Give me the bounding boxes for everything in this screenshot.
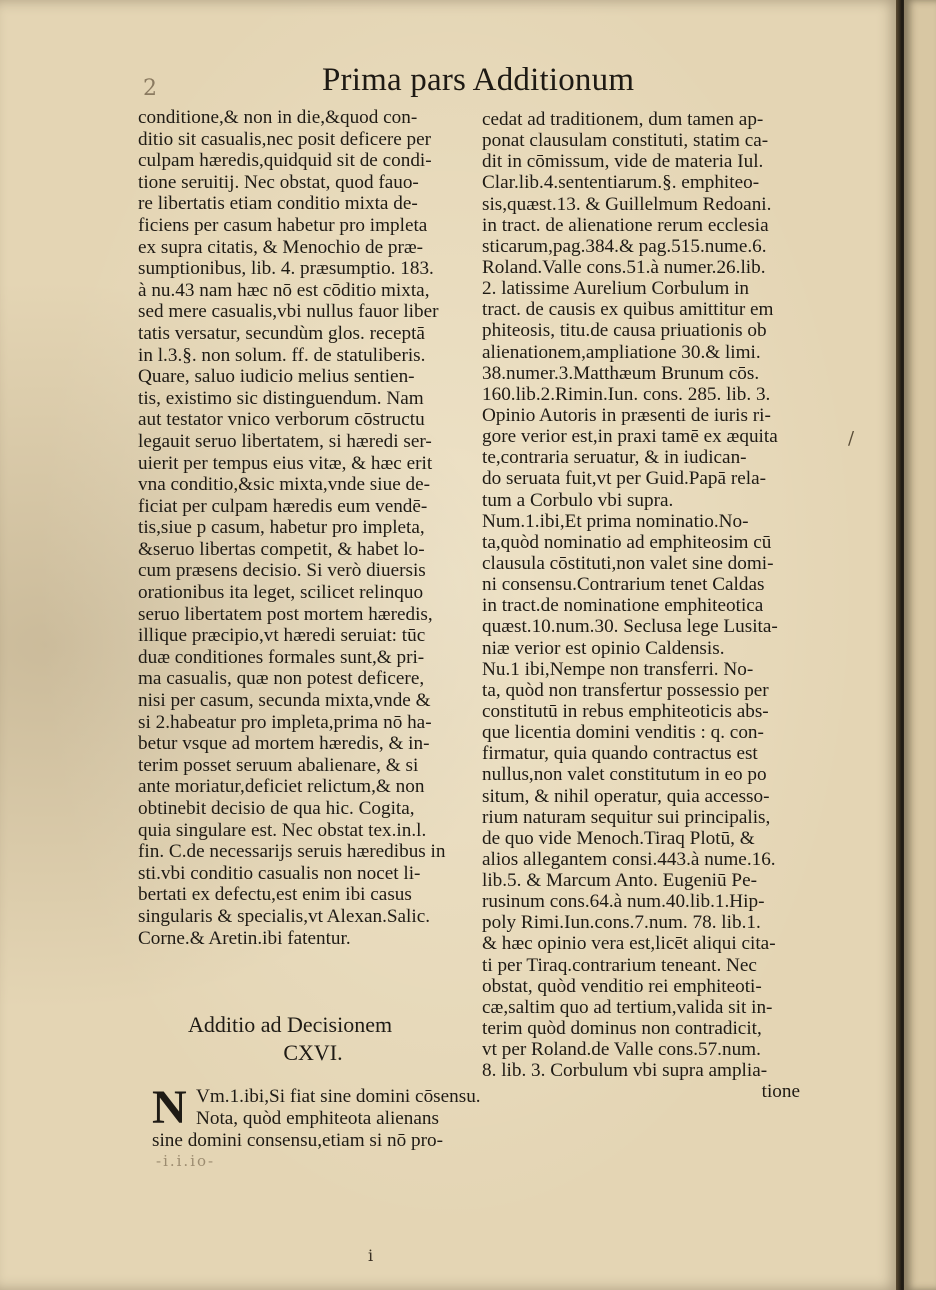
text-line: 38.numer.3.Matthæum Brunum cōs. (482, 362, 760, 384)
heading-line-1: Additio ad Decisionem (188, 1012, 393, 1037)
text-line: sis,quæst.13. & Guillelmum Redoani. (482, 193, 772, 215)
page-number-mark: 2 (143, 76, 157, 101)
text-line: tis,siue p casum, habetur pro impleta, (138, 517, 425, 539)
text-line: aut testator vnico verborum cōstructu (138, 409, 425, 431)
text-line: singularis & specialis,vt Alexan.Salic. (138, 905, 431, 927)
text-line: Clar.lib.4.sententiarum.§. emphiteo- (482, 172, 760, 194)
text-line: ficiens per casum habetur pro impleta (138, 214, 428, 236)
text-line: bertati ex defectu,est enim ibi casus (138, 884, 412, 906)
text-line: 8. lib. 3. Corbulum vbi supra amplia- (482, 1060, 768, 1082)
text-line: clausula cōstituti,non valet sine domi- (482, 552, 774, 574)
text-line: nisi per casum, secunda mixta,vnde & (138, 690, 431, 712)
text-line: betur vsque ad mortem hæredis, & in- (138, 733, 430, 755)
text-line: nullus,non valet constitutum in eo po (482, 764, 767, 786)
text-line: in l.3.§. non solum. ff. de statuliberis. (138, 344, 426, 366)
text-line: 160.lib.2.Rimin.Iun. cons. 285. lib. 3. (482, 383, 771, 405)
text-line: firmatur, quia quando contractus est (482, 743, 758, 765)
text-line: ti per Tiraq.contrarium teneant. Nec (482, 954, 757, 976)
text-line: ficiat per culpam hæredis eum vendē- (138, 495, 428, 517)
text-line: tract. de causis ex quibus amittitur em (482, 299, 774, 321)
text-line: quæst.10.num.30. Seclusa lege Lusita- (482, 616, 778, 638)
text-line: situm, & nihil operatur, quia accesso- (482, 785, 770, 807)
right-column (482, 109, 800, 1103)
text-line: sticarum,pag.384.& pag.515.nume.6. (482, 235, 767, 257)
text-line: te,contraria seruatur, & in iudican- (482, 447, 747, 469)
text-line: obstat, quòd venditio rei emphiteoti- (482, 975, 762, 997)
text-line: orationibus ita leget, scilicet relinquo (138, 582, 424, 604)
text-line: terim posset seruum abalienare, & si (138, 754, 419, 776)
text-line: Quare, saluo iudicio melius sentien- (138, 366, 415, 388)
text-line: sed mere casualis,vbi nullus fauor liber (138, 301, 439, 323)
text-line: ni consensu.Contrarium tenet Caldas (482, 574, 765, 596)
text-line: Num.1.ibi,Et prima nominatio.No- (482, 510, 749, 532)
text-line: phiteosis, titu.de causa priuationis ob (482, 320, 767, 342)
text-line: cæ,saltim quo ad tertium,valida sit in- (482, 996, 773, 1018)
heading-line-2: CXVI. (283, 1040, 343, 1065)
text-line: terim quòd dominus non contradicit, (482, 1018, 762, 1040)
text-line: alienationem,ampliatione 30.& limi. (482, 341, 761, 363)
text-line: vna conditio,&sic mixta,vnde siue de- (138, 474, 431, 496)
text-line: tione seruitij. Nec obstat, quod fauo- (138, 171, 419, 193)
text-line: uierit per tempus eius vitæ, & hæc erit (138, 452, 433, 474)
text-line: ponat clausulam constituti, statim ca- (482, 130, 769, 152)
text-line: vt per Roland.de Valle cons.57.num. (482, 1039, 761, 1061)
left-column (138, 107, 468, 949)
text-line: à nu.43 nam hæc nō est cōditio mixta, (138, 279, 430, 301)
text-line: ex supra citatis, & Menochio de præ- (138, 236, 424, 258)
text-line: constitutū in rebus emphiteoticis abs- (482, 700, 769, 722)
drop-cap: N (152, 1081, 187, 1134)
text-line: in tract.de nominatione emphiteotica (482, 595, 764, 617)
bleed-through-text: -i.i.io- (156, 1152, 216, 1170)
text-line: dit in cōmissum, vide de materia Iul. (482, 151, 764, 173)
text-line: Nu.1 ibi,Nempe non transferri. No- (482, 658, 754, 680)
section-heading (188, 1011, 428, 1067)
text-line: sumptionibus, lib. 4. præsumptio. 183. (138, 258, 434, 280)
text-line: si 2.habeatur pro impleta,prima nō ha- (138, 711, 432, 733)
text-line: quia singulare est. Nec obstat tex.in.l. (138, 819, 427, 841)
text-line: &seruo libertas competit, & habet lo- (138, 538, 425, 560)
text-line: illique præcipio,vt hæredi seruiat: tūc (138, 625, 426, 647)
text-line: sti.vbi conditio casualis non nocet li- (138, 862, 421, 884)
text-line: lib.5. & Marcum Anto. Eugeniū Pe- (482, 870, 757, 892)
text-line: Corne.& Aretin.ibi fatentur. (138, 927, 351, 949)
text-line: re libertatis etiam conditio mixta de- (138, 193, 418, 215)
text-line: do seruata fuit,vt per Guid.Papā rela- (482, 468, 766, 490)
text-line: ta, quòd non transfertur possessio per (482, 679, 769, 701)
text-line: Nota, quòd emphiteota alienans (196, 1108, 439, 1129)
text-line: tis, existimo sic distinguendum. Nam (138, 387, 424, 409)
text-line: Opinio Autoris in præsenti de iuris ri- (482, 404, 771, 426)
text-line: ma casualis, quæ non potest deficere, (138, 668, 425, 690)
margin-mark: / (848, 428, 855, 449)
foot-mark: i (368, 1246, 374, 1265)
text-line: sine domini consensu,etiam si nō pro- (152, 1130, 443, 1151)
text-line: 2. latissime Aurelium Corbulum in (482, 278, 750, 300)
text-line: poly Rimi.Iun.cons.7.num. 78. lib.1. (482, 912, 761, 934)
text-line: & hæc opinio vera est,licēt aliqui cita- (482, 933, 776, 955)
text-line: culpam hæredis,quidquid sit de condi- (138, 150, 432, 172)
text-line: tum a Corbulo vbi supra. (482, 489, 674, 511)
text-line: niæ verior est opinio Caldensis. (482, 637, 725, 659)
text-line: Vm.1.ibi,Si fiat sine domini cōsensu. (196, 1086, 481, 1107)
text-line: seruo libertatem post mortem hæredis, (138, 603, 433, 625)
text-line: legauit seruo libertatem, si hæredi ser- (138, 430, 432, 452)
text-line: de quo vide Menoch.Tiraq Plotū, & (482, 827, 755, 849)
text-line: ditio sit casualis,nec posit deficere per (138, 128, 432, 150)
text-line: in tract. de alienatione rerum ecclesia (482, 214, 769, 236)
text-line: cedat ad traditionem, dum tamen ap- (482, 109, 764, 130)
text-line: rusinum cons.64.à num.40.lib.1.Hip- (482, 891, 765, 913)
text-line: tatis versatur, secundùm glos. receptā (138, 322, 425, 344)
text-line: duæ conditiones formales sunt,& pri- (138, 646, 425, 668)
text-line: tione (761, 1081, 800, 1103)
text-line: gore verior est,in praxi tamē ex æquita (482, 426, 778, 448)
text-line: fin. C.de necessarijs seruis hæredibus in (138, 841, 446, 863)
text-line: obtinebit decisio de qua hic. Cogita, (138, 798, 415, 819)
text-line: alios allegantem consi.443.à nume.16. (482, 848, 776, 870)
running-head: Prima pars Additionum (322, 62, 635, 98)
addition-paragraph (152, 1081, 516, 1152)
text-line: conditione,& non in die,&quod con- (138, 107, 418, 128)
text-line: Roland.Valle cons.51.à numer.26.lib. (482, 256, 766, 278)
text-line: ante moriatur,deficiet relictum,& non (138, 776, 425, 798)
text-line: rium naturam sequitur sui principalis, (482, 806, 771, 828)
text-line: que licentia domini venditis : q. con- (482, 722, 764, 744)
text-line: ta,quòd nominatio ad emphiteosim cū (482, 531, 772, 553)
text-line: cum præsens decisio. Si verò diuersis (138, 560, 426, 582)
facing-page-edge (904, 0, 936, 1290)
